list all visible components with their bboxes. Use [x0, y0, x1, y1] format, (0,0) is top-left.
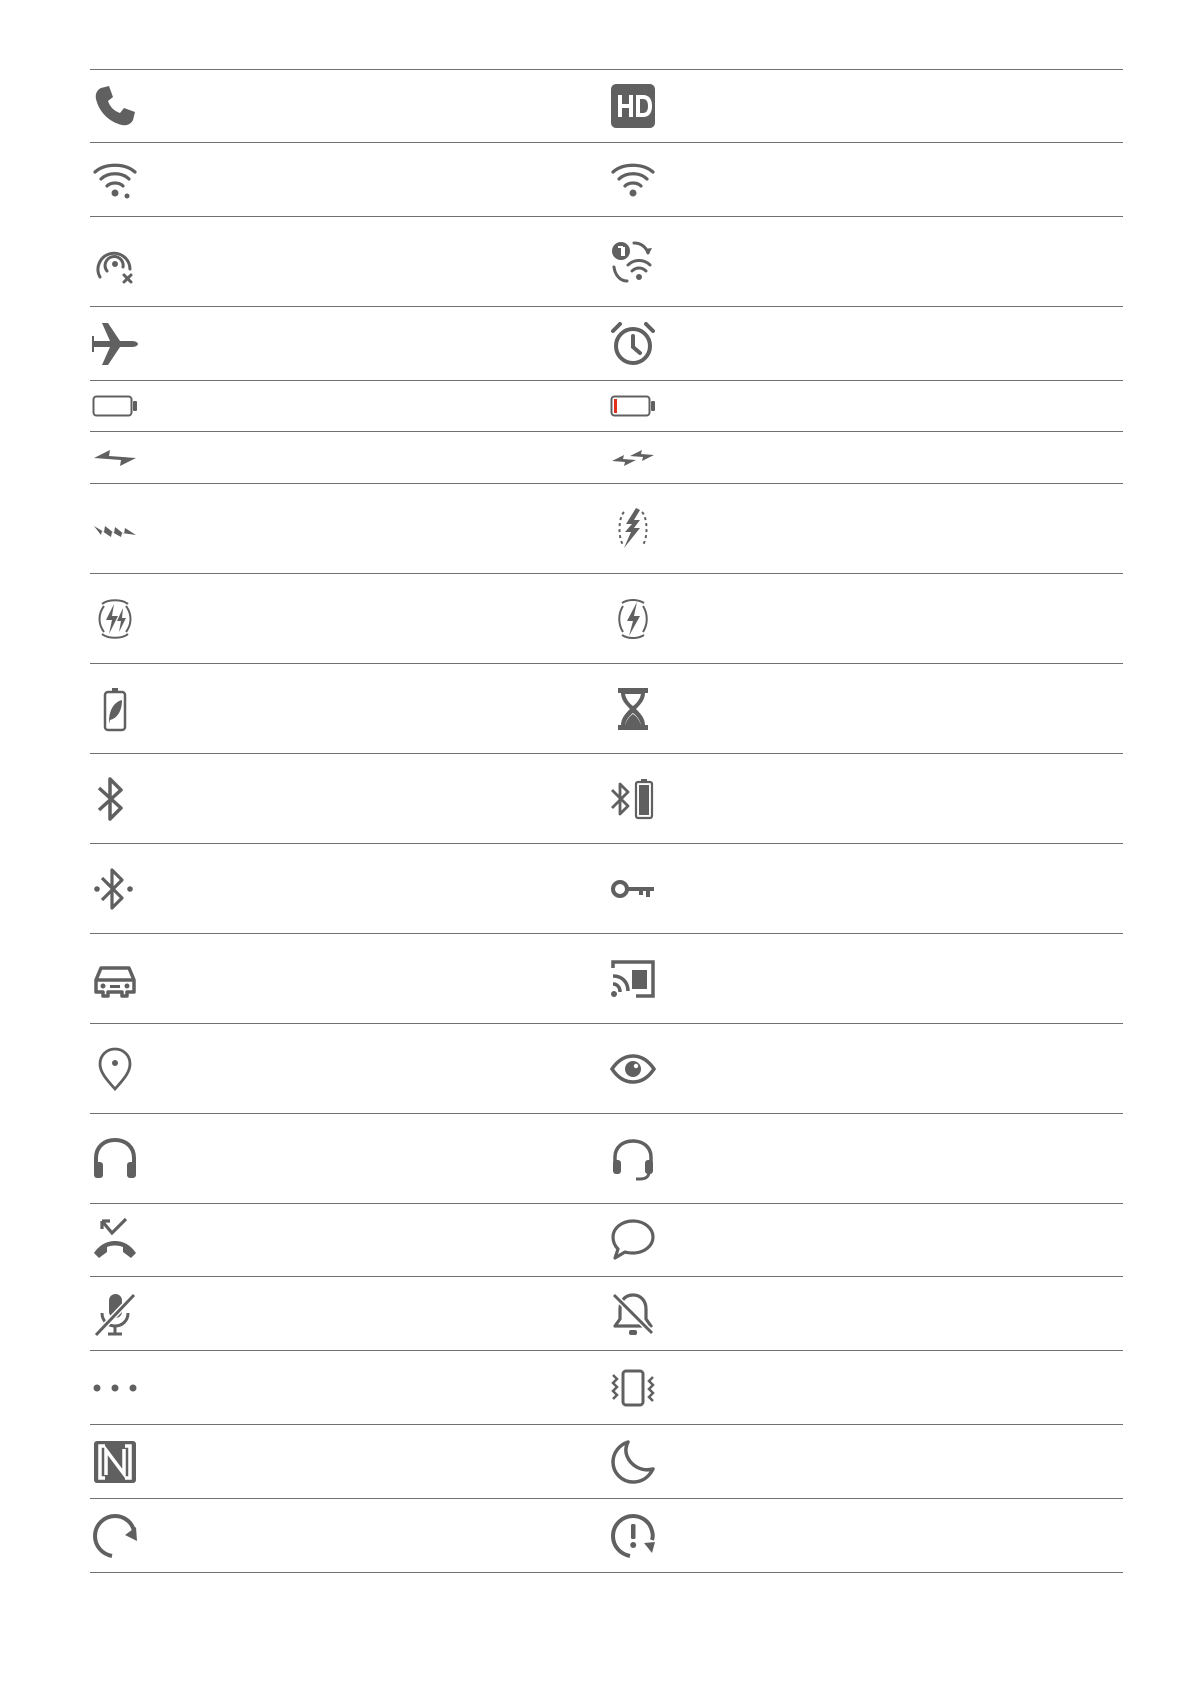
syncing-icon — [92, 1513, 138, 1559]
battery-low-icon — [610, 383, 656, 429]
table-cell — [90, 664, 607, 753]
table-cell — [607, 307, 1124, 380]
super-charging-icon — [92, 506, 138, 552]
digital-balance-icon — [610, 686, 656, 732]
table-cell — [90, 432, 607, 483]
table-cell — [90, 217, 607, 306]
table-row — [90, 432, 1123, 484]
table-cell — [90, 307, 607, 380]
bluetooth-battery-icon — [610, 776, 656, 822]
airplane-mode-icon — [92, 321, 138, 367]
table-cell — [607, 70, 1124, 142]
wifi-bridge-icon — [610, 239, 656, 285]
status-icon-table — [90, 69, 1123, 1573]
phone-call-icon — [92, 83, 138, 129]
table-cell — [607, 1425, 1124, 1498]
table-cell — [607, 484, 1124, 573]
bluetooth-icon — [92, 776, 138, 822]
vpn-key-icon — [610, 866, 656, 912]
table-row — [90, 1499, 1123, 1573]
table-row — [90, 1204, 1123, 1277]
table-row — [90, 70, 1123, 143]
table-cell — [90, 70, 607, 142]
table-cell — [607, 1114, 1124, 1203]
table-row — [90, 1277, 1123, 1351]
table-cell — [90, 1499, 607, 1572]
table-cell — [607, 432, 1124, 483]
table-cell — [607, 1024, 1124, 1113]
eye-comfort-icon — [610, 1046, 656, 1092]
unread-message-icon — [610, 1217, 656, 1263]
wifi-icon — [610, 157, 656, 203]
table-row — [90, 143, 1123, 217]
table-cell — [607, 217, 1124, 306]
table-cell — [607, 664, 1124, 753]
table-cell — [90, 1024, 607, 1113]
table-cell — [607, 381, 1124, 431]
headset-with-mic-icon — [610, 1136, 656, 1182]
table-cell — [607, 1277, 1124, 1350]
table-cell — [90, 1277, 607, 1350]
charging-icon — [92, 435, 138, 481]
table-cell — [90, 381, 607, 431]
table-row — [90, 217, 1123, 307]
power-saving-mode-icon — [92, 686, 138, 732]
sync-failed-icon — [610, 1513, 656, 1559]
missed-call-icon — [92, 1217, 138, 1263]
table-cell — [607, 143, 1124, 216]
table-cell — [90, 1204, 607, 1276]
table-row — [90, 844, 1123, 934]
table-cell — [607, 934, 1124, 1023]
alarm-icon — [610, 321, 656, 367]
wireless-charging-icon — [610, 596, 656, 642]
table-row — [90, 1425, 1123, 1499]
table-cell — [90, 934, 607, 1023]
table-cell — [607, 1351, 1124, 1424]
hd-voice-icon — [610, 83, 656, 129]
driving-mode-icon — [92, 956, 138, 1002]
bluetooth-connected-icon — [92, 866, 138, 912]
table-cell — [90, 484, 607, 573]
table-cell — [90, 574, 607, 663]
wireless-quick-charging-icon — [92, 596, 138, 642]
table-row — [90, 574, 1123, 664]
table-row — [90, 1024, 1123, 1114]
table-cell — [90, 844, 607, 933]
projection-cast-icon — [610, 956, 656, 1002]
more-notifications-icon — [92, 1365, 138, 1411]
silent-mode-icon — [610, 1291, 656, 1337]
table-row — [90, 754, 1123, 844]
table-row — [90, 381, 1123, 432]
table-cell — [607, 844, 1124, 933]
location-icon — [92, 1046, 138, 1092]
table-cell — [90, 754, 607, 843]
wifi-6-icon — [92, 157, 138, 203]
hotspot-disconnected-icon — [92, 239, 138, 285]
table-cell — [90, 143, 607, 216]
table-cell — [607, 574, 1124, 663]
microphone-muted-icon — [92, 1291, 138, 1337]
do-not-disturb-icon — [610, 1439, 656, 1485]
table-cell — [90, 1114, 607, 1203]
table-cell — [90, 1425, 607, 1498]
table-cell — [607, 1204, 1124, 1276]
table-cell — [90, 1351, 607, 1424]
quick-charging-icon — [610, 435, 656, 481]
nfc-icon — [92, 1439, 138, 1485]
vibration-icon — [610, 1365, 656, 1411]
table-cell — [607, 1499, 1124, 1572]
battery-empty-icon — [92, 383, 138, 429]
table-row — [90, 1351, 1123, 1425]
table-row — [90, 1114, 1123, 1204]
table-row — [90, 307, 1123, 381]
table-cell — [607, 754, 1124, 843]
table-row — [90, 484, 1123, 574]
wireless-super-charging-icon — [610, 506, 656, 552]
headset-icon — [92, 1136, 138, 1182]
table-row — [90, 934, 1123, 1024]
table-row — [90, 664, 1123, 754]
